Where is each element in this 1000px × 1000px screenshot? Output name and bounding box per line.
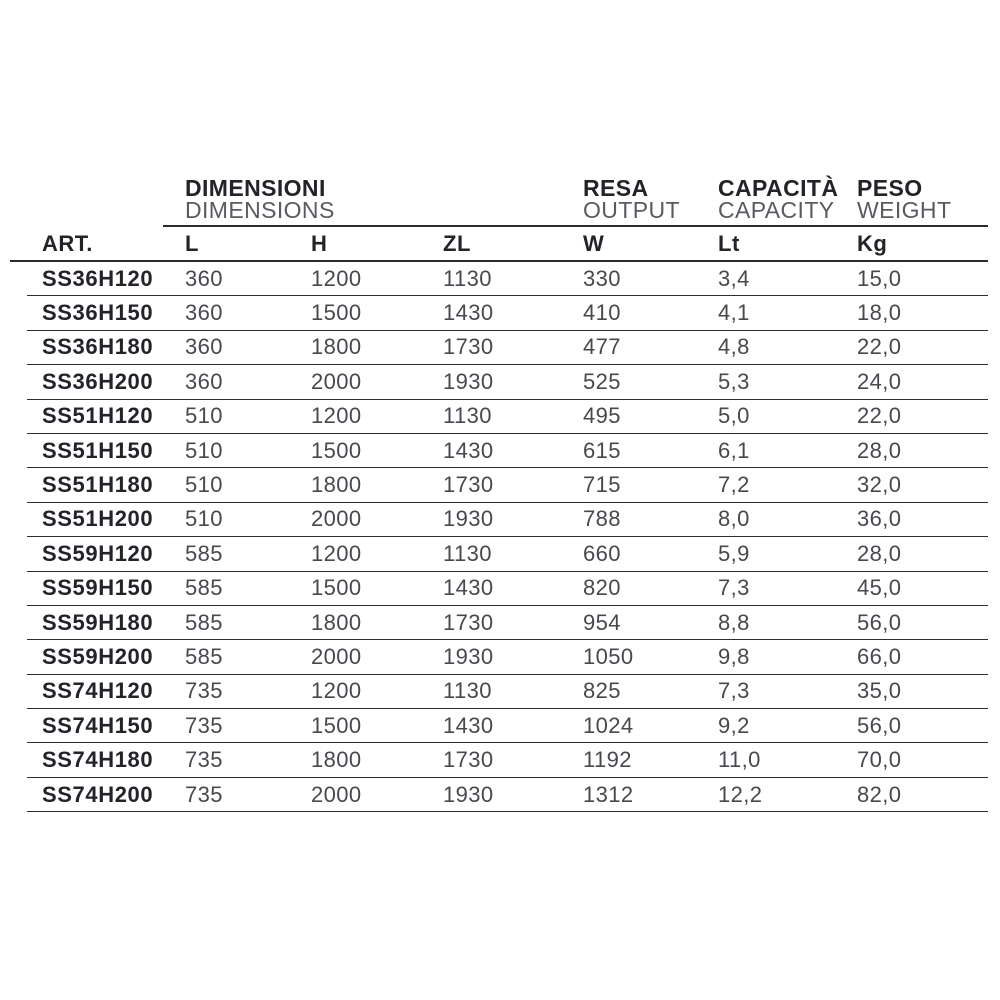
- cell-zl: 1430: [443, 575, 494, 601]
- table-body: [10, 262, 988, 812]
- group-title-en: OUTPUT: [583, 197, 680, 223]
- cell-h: 1800: [311, 472, 362, 498]
- group-header-weight: [857, 177, 951, 221]
- cell-art: SS51H150: [42, 437, 154, 463]
- cell-zl: 1130: [443, 540, 492, 566]
- table-row: [27, 331, 988, 365]
- cell-w: 1312: [583, 781, 634, 807]
- group-title-it: DIMENSIONI: [185, 175, 326, 201]
- cell-kg: 24,0: [857, 368, 902, 394]
- column-header-lt: Lt: [718, 230, 740, 256]
- table-row: [27, 675, 988, 709]
- table-row: [27, 400, 988, 434]
- table-row: [27, 434, 988, 468]
- group-title-it: RESA: [583, 175, 649, 201]
- cell-art: SS51H180: [42, 472, 154, 498]
- cell-w: 495: [583, 403, 621, 429]
- cell-lt: 3,4: [718, 265, 750, 291]
- cell-lt: 4,8: [718, 334, 750, 360]
- cell-art: SS59H120: [42, 540, 154, 566]
- cell-w: 825: [583, 678, 621, 704]
- column-header-row: [10, 227, 988, 262]
- cell-w: 1050: [583, 643, 634, 669]
- cell-h: 2000: [311, 643, 362, 669]
- cell-w: 1192: [583, 747, 632, 773]
- cell-lt: 7,2: [718, 472, 750, 498]
- cell-art: SS51H200: [42, 506, 154, 532]
- cell-lt: 8,0: [718, 506, 750, 532]
- group-title-it: PESO: [857, 175, 923, 201]
- cell-art: SS59H150: [42, 575, 154, 601]
- cell-zl: 1130: [443, 265, 492, 291]
- cell-lt: 9,8: [718, 643, 750, 669]
- cell-lt: 4,1: [718, 300, 750, 326]
- cell-kg: 15,0: [857, 265, 902, 291]
- cell-kg: 35,0: [857, 678, 902, 704]
- group-title-en: WEIGHT: [857, 197, 952, 223]
- cell-h: 1500: [311, 437, 362, 463]
- cell-w: 820: [583, 575, 621, 601]
- column-header-zl: ZL: [443, 230, 471, 256]
- cell-h: 1200: [311, 678, 362, 704]
- cell-l: 510: [185, 506, 223, 532]
- table-row: [27, 537, 988, 571]
- table-row: [27, 572, 988, 606]
- table-row: [27, 709, 988, 743]
- cell-l: 510: [185, 472, 223, 498]
- cell-art: SS74H200: [42, 781, 154, 807]
- cell-h: 1500: [311, 575, 362, 601]
- cell-lt: 11,0: [718, 747, 761, 773]
- cell-zl: 1430: [443, 437, 494, 463]
- cell-h: 1200: [311, 265, 362, 291]
- cell-lt: 7,3: [718, 575, 750, 601]
- cell-l: 735: [185, 712, 223, 738]
- cell-kg: 56,0: [857, 712, 902, 738]
- cell-art: SS59H200: [42, 643, 154, 669]
- cell-kg: 36,0: [857, 506, 902, 532]
- cell-l: 510: [185, 403, 223, 429]
- table-row: [27, 640, 988, 674]
- table-row: [27, 468, 988, 502]
- cell-h: 1200: [311, 540, 362, 566]
- cell-lt: 5,0: [718, 403, 750, 429]
- cell-zl: 1730: [443, 334, 494, 360]
- table-row: [27, 606, 988, 640]
- cell-lt: 7,3: [718, 678, 750, 704]
- cell-l: 735: [185, 781, 223, 807]
- cell-art: SS36H150: [42, 300, 154, 326]
- column-header-w: W: [583, 230, 605, 256]
- cell-zl: 1430: [443, 300, 494, 326]
- cell-kg: 56,0: [857, 609, 902, 635]
- cell-zl: 1730: [443, 609, 494, 635]
- cell-kg: 82,0: [857, 781, 902, 807]
- cell-l: 585: [185, 575, 223, 601]
- cell-art: SS36H180: [42, 334, 154, 360]
- cell-w: 330: [583, 265, 621, 291]
- cell-zl: 1730: [443, 747, 494, 773]
- cell-kg: 28,0: [857, 437, 902, 463]
- cell-lt: 6,1: [718, 437, 750, 463]
- cell-w: 715: [583, 472, 621, 498]
- table-row: [27, 365, 988, 399]
- cell-w: 660: [583, 540, 621, 566]
- spec-table: [10, 170, 988, 812]
- column-header-kg: Kg: [857, 230, 888, 256]
- cell-kg: 32,0: [857, 472, 902, 498]
- cell-l: 360: [185, 368, 223, 394]
- cell-kg: 18,0: [857, 300, 902, 326]
- group-header-band: [10, 170, 988, 227]
- group-header-dimensions: [185, 177, 335, 221]
- cell-w: 615: [583, 437, 621, 463]
- group-title-en: DIMENSIONS: [185, 197, 335, 223]
- cell-art: SS74H120: [42, 678, 154, 704]
- cell-l: 360: [185, 300, 223, 326]
- cell-lt: 9,2: [718, 712, 750, 738]
- cell-h: 1800: [311, 334, 362, 360]
- cell-h: 1500: [311, 712, 362, 738]
- cell-l: 360: [185, 265, 223, 291]
- group-header-capacity: [718, 177, 838, 221]
- cell-w: 410: [583, 300, 621, 326]
- cell-art: SS74H180: [42, 747, 154, 773]
- cell-art: SS51H120: [42, 403, 154, 429]
- cell-zl: 1930: [443, 643, 494, 669]
- cell-h: 1500: [311, 300, 362, 326]
- cell-h: 2000: [311, 781, 362, 807]
- cell-h: 1200: [311, 403, 362, 429]
- cell-zl: 1430: [443, 712, 494, 738]
- table-row: [27, 743, 988, 777]
- cell-kg: 45,0: [857, 575, 902, 601]
- cell-kg: 70,0: [857, 747, 902, 773]
- column-header-l: L: [185, 230, 199, 256]
- cell-l: 510: [185, 437, 223, 463]
- cell-zl: 1130: [443, 403, 492, 429]
- cell-l: 735: [185, 747, 223, 773]
- cell-lt: 12,2: [718, 781, 763, 807]
- cell-kg: 22,0: [857, 334, 902, 360]
- cell-zl: 1930: [443, 368, 494, 394]
- cell-lt: 8,8: [718, 609, 750, 635]
- group-title-it: CAPACITÀ: [718, 175, 839, 201]
- cell-zl: 1930: [443, 506, 494, 532]
- cell-zl: 1930: [443, 781, 494, 807]
- cell-l: 585: [185, 540, 223, 566]
- group-header-output: [583, 177, 680, 221]
- column-header-h: H: [311, 230, 328, 256]
- cell-l: 360: [185, 334, 223, 360]
- cell-w: 525: [583, 368, 621, 394]
- cell-kg: 22,0: [857, 403, 902, 429]
- column-header-art: ART.: [42, 230, 93, 256]
- cell-w: 788: [583, 506, 621, 532]
- cell-art: SS36H120: [42, 265, 154, 291]
- cell-l: 585: [185, 609, 223, 635]
- table-row: [27, 262, 988, 296]
- cell-h: 2000: [311, 506, 362, 532]
- cell-art: SS36H200: [42, 368, 154, 394]
- cell-l: 735: [185, 678, 223, 704]
- cell-h: 1800: [311, 747, 362, 773]
- cell-kg: 28,0: [857, 540, 902, 566]
- cell-lt: 5,3: [718, 368, 750, 394]
- cell-kg: 66,0: [857, 643, 902, 669]
- cell-h: 2000: [311, 368, 362, 394]
- table-row: [27, 778, 988, 812]
- cell-art: SS59H180: [42, 609, 154, 635]
- table-row: [27, 296, 988, 330]
- cell-lt: 5,9: [718, 540, 750, 566]
- cell-w: 1024: [583, 712, 634, 738]
- cell-zl: 1130: [443, 678, 492, 704]
- cell-zl: 1730: [443, 472, 494, 498]
- cell-h: 1800: [311, 609, 362, 635]
- group-header-underline: [163, 225, 988, 227]
- group-title-en: CAPACITY: [718, 197, 835, 223]
- table-row: [27, 503, 988, 537]
- cell-l: 585: [185, 643, 223, 669]
- cell-w: 954: [583, 609, 621, 635]
- cell-w: 477: [583, 334, 621, 360]
- cell-art: SS74H150: [42, 712, 154, 738]
